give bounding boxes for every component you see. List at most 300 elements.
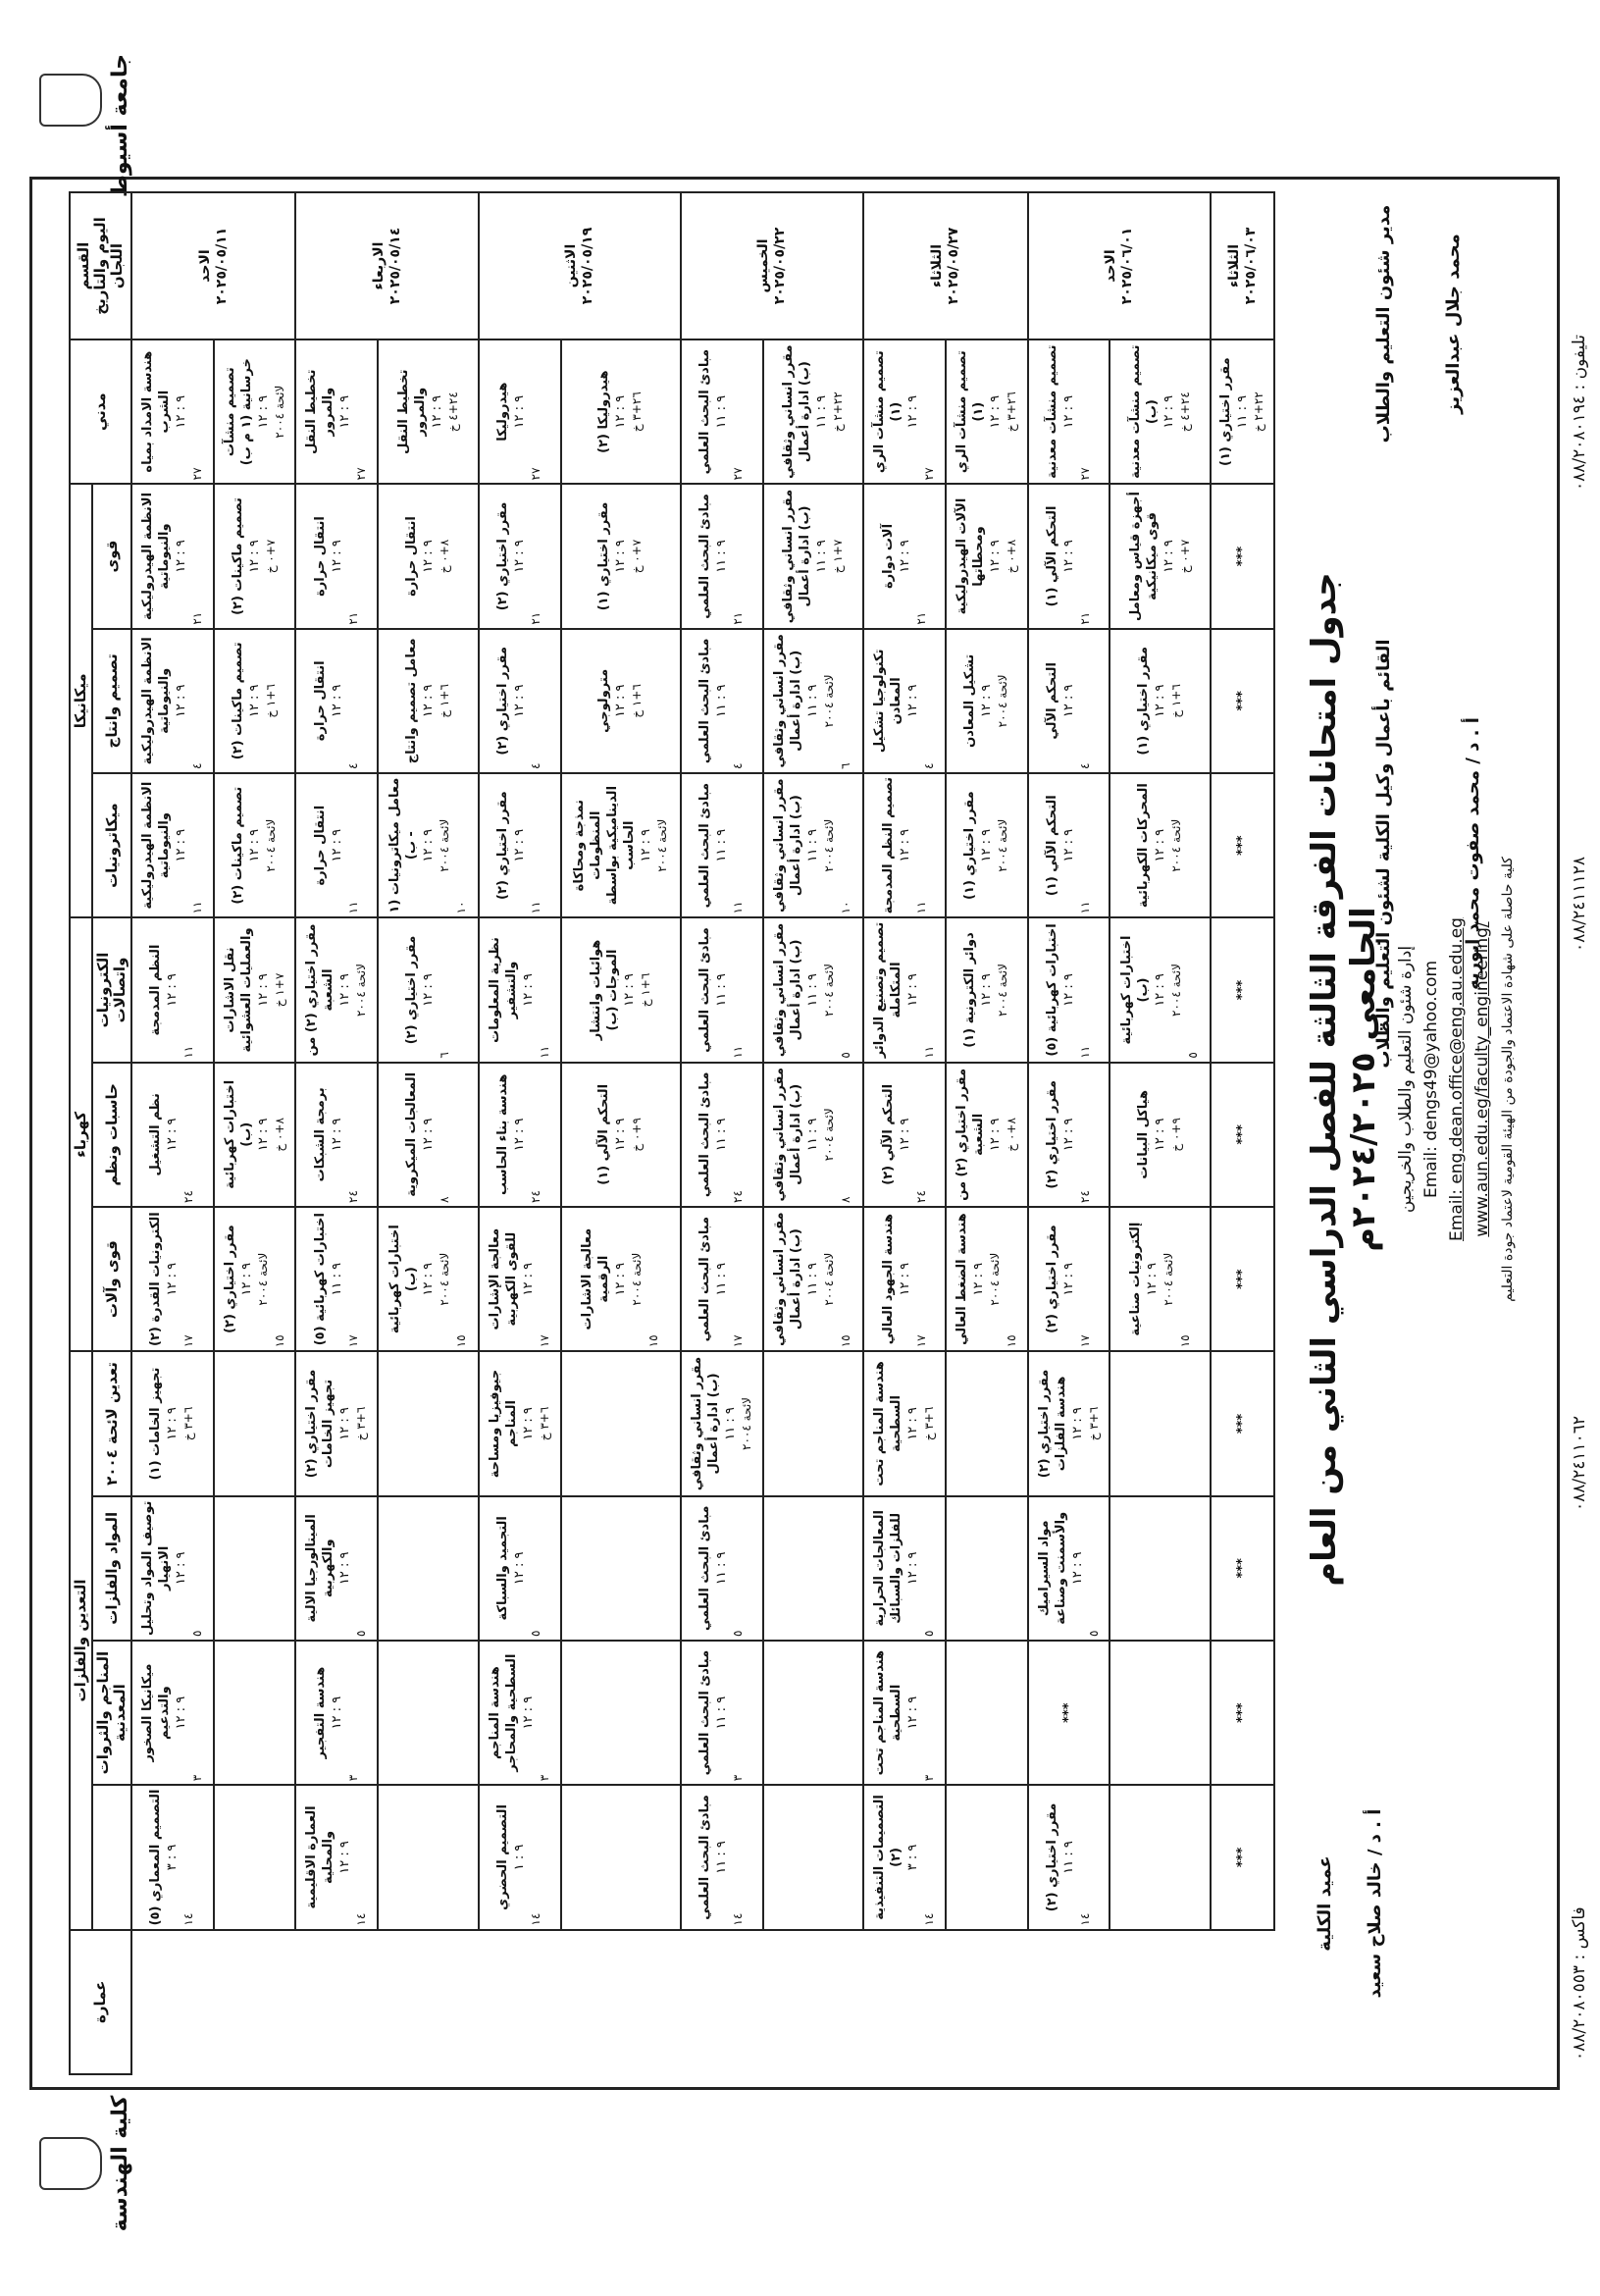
corner-dept-label: القسم (75, 241, 92, 290)
exam-table-body (131, 192, 1274, 2074)
vice-dean-title: القائم بأعمال وكيل الكلية لشئون التعليم والطلاب (1373, 639, 1394, 1069)
exam-time: ٩ : ١٢ (1061, 394, 1077, 429)
fax-number: فاكس : ٠٨٨/٢٠٨٠٥٥٣ (1570, 1906, 1589, 2061)
exam-time: ٩ : ١٢ (255, 394, 271, 429)
course-name: مبادئ البحث العلمي (697, 1216, 713, 1342)
exam-time: ٩ : ١٢ (329, 828, 344, 862)
exam-time: ٩ : ١٢ (638, 828, 653, 862)
course-name: التحكم الآلي (١) (1045, 795, 1060, 897)
course-name: مقرر اختياري (٢) تجهيز الخامات (304, 1369, 336, 1479)
regulation-label: لائحة ٢٠٠٤ (264, 818, 279, 872)
exam-time: ٩ : ١٢ (1061, 1118, 1077, 1152)
exam-time: ٩ : ١٢ (421, 1118, 437, 1152)
course-name: تصميم ماكينات (٢) (231, 786, 246, 905)
committee-number: ٥ (731, 1630, 746, 1637)
exam-time: ٩ : ١٢ (905, 394, 921, 429)
day-name: الاثنين (562, 243, 579, 288)
course-name: الكترونيات القدرة (٢) (148, 1212, 164, 1347)
exam-time: ٩ : ١٢ (421, 540, 437, 573)
course-name: مقرر اختياري (٢) (404, 935, 420, 1045)
exam-time: ٩ : ١٢ (897, 1118, 912, 1152)
committee-number: ٢٤ (181, 1190, 196, 1203)
committee-number: ١٥ (454, 1334, 469, 1348)
course-name: اختبارات كهربائية (ب) (222, 1079, 254, 1189)
exam-cell (295, 773, 378, 917)
exam-schedule-table (69, 191, 1275, 2075)
course-name: المعالجات الميكروية (404, 1071, 420, 1197)
exam-cell (1028, 339, 1110, 484)
course-name: التحكم الآلي (٢) (880, 1083, 896, 1185)
contact-line: إدارة شئون التعليم والطلاب والخريجين (1396, 945, 1416, 1214)
exam-cell (763, 1207, 864, 1351)
exam-cell (946, 1785, 1028, 1929)
exam-time: ٩ : ١٢ (165, 973, 181, 1007)
course-name: تصميم منشآت الري (١) (872, 350, 904, 474)
regulation-label: ٢٦+٣ خ (630, 391, 645, 433)
exam-time: ٩ : ١٢ (520, 1696, 536, 1730)
course-name: مقرر انساني وثقافي (ب) ادارة أعمال (772, 1212, 804, 1346)
committee-number: ٢٧ (354, 467, 369, 481)
exam-cell (295, 484, 378, 628)
regulation-label: لائحة ٢٠٠٤ (630, 1252, 645, 1306)
regulation-label: ٨+٠ خ (1004, 539, 1018, 574)
course-name: برمجة الشبكات (312, 1087, 328, 1182)
group-label: كهرباء (72, 1111, 89, 1158)
day-name: الاحد (1103, 249, 1119, 283)
course-name: هيدروليكا (٢) (596, 370, 612, 453)
committee-number: ٢٧ (1078, 467, 1093, 481)
committee-number: ١٤ (529, 1912, 543, 1926)
exam-time: ٩ : ١٢ (173, 1551, 188, 1586)
regulation-label: ٧+٠ خ (630, 539, 645, 574)
exam-time: ٩ : ١١ (714, 1262, 730, 1296)
exam-time: ٩ : ١٢ (905, 684, 921, 718)
committee-number: ٣ (189, 1774, 204, 1782)
exam-cell (378, 339, 479, 484)
group-header (70, 917, 92, 1351)
course-name: مقرر انساني وثقافي (ب) ادارة أعمال (772, 634, 804, 768)
exam-cell (1110, 1785, 1211, 1929)
regulation-label: ٦+١ خ (638, 972, 652, 1008)
page-title: جدول امتحانات الفرقة الثالثة للفصل الدراسي الثاني من العام الجامعي ٢٠٢٤/٢٠٢٥م (1305, 572, 1383, 1587)
committee-number: ٢٧ (189, 467, 204, 481)
course-name: الانظمة الهيدروليكية والنيوماتية (139, 492, 172, 621)
committee-number: ١٤ (181, 1912, 196, 1926)
exam-cell (946, 1496, 1028, 1641)
exam-cell (131, 773, 214, 917)
exam-cell (131, 1785, 214, 1929)
table-row (295, 192, 378, 2074)
exam-cell (378, 484, 479, 628)
course-name: مترولوجي (596, 668, 612, 733)
exam-cell (946, 484, 1028, 628)
contact-line: Email: eng.dean.office@eng.au.edu.eg (1447, 917, 1467, 1241)
course-name: نمذجة ومحاكاة المنظومات الديناميكية بواسطة الحاسب (571, 785, 637, 906)
committee-number: ١١ (529, 901, 543, 914)
course-name: دوائر الكترونية (١) (962, 932, 978, 1048)
exam-cell (479, 917, 561, 1062)
exam-time: ٩ : ١٢ (905, 1407, 921, 1440)
exam-cell (1110, 917, 1211, 1062)
course-name: مقرر اختياري (١) (962, 791, 978, 900)
exam-time: ٩ : ١٢ (173, 394, 188, 429)
exam-cell (214, 629, 296, 773)
regulation-label: لائحة ٢٠٠٤ (1169, 964, 1184, 1017)
exam-cell (479, 629, 561, 773)
committee-number: ٦ (438, 1052, 452, 1059)
committee-number: ٥ (922, 1630, 937, 1637)
course-name: الانظمة الهيدروليكية والنيوماتية (139, 781, 172, 910)
committee-number: ١٧ (731, 1334, 746, 1348)
exam-cell (1211, 1496, 1274, 1641)
exam-cell (1211, 1207, 1274, 1351)
committee-number: ٤ (922, 762, 937, 769)
table-row (1028, 192, 1110, 2074)
exam-time: ٩ : ١٢ (421, 828, 437, 862)
day-date: ٢٠٢٥/٠٥/١٩ (579, 227, 595, 305)
exam-cell (378, 629, 479, 773)
exam-cell (763, 1496, 864, 1641)
exam-time: ٩ : ١٢ (329, 1696, 344, 1730)
regulation-label: ٦+٣ خ (537, 1406, 551, 1441)
committee-number: ٣ (922, 1774, 937, 1782)
committee-number: ١٧ (537, 1334, 551, 1348)
exam-cell (479, 773, 561, 917)
committee-number: ٥ (529, 1630, 543, 1637)
exam-cell (295, 629, 378, 773)
course-name: معامل تصميم وانتاج (404, 638, 420, 764)
course-name: مقرر اختياري (٢) (1045, 1225, 1060, 1333)
exam-cell (946, 1351, 1028, 1495)
exam-time: ٩ : ١٢ (173, 1696, 188, 1730)
manager-title: مدير شئون التعليم والطلاب (1373, 204, 1394, 444)
committee-number: ١٤ (354, 1912, 369, 1926)
course-name: تخطيط النقل والمرور (395, 369, 428, 454)
course-name: مقرر اختياري (١) (1218, 357, 1234, 466)
course-name: مقرر اختياري (٢) من الشعبة (954, 1068, 986, 1201)
exam-cell (946, 1641, 1028, 1785)
committee-number: ٥ (839, 1052, 853, 1059)
day-cell (479, 192, 681, 339)
course-name: أجهزة قياس ومعامل قوى ميكانيكية (1127, 492, 1160, 621)
exam-time: ٩ : ١٢ (165, 1407, 181, 1440)
day-date: ٢٠٢٥/٠٥/٢٢ (772, 227, 789, 305)
regulation-label: ٢٦+٣ خ (1004, 391, 1018, 433)
exam-time: ٩ : ١٢ (520, 1262, 536, 1296)
course-name: اختبارات كهربائية (ب) (1119, 935, 1152, 1045)
table-row (561, 192, 681, 2074)
day-date: ٢٠٢٥/٠٦/٠١ (1119, 227, 1136, 305)
regulation-label: ٨+٠ خ (1004, 1118, 1018, 1152)
course-name: الميتالورجيا الالية والكهربية (304, 1514, 336, 1623)
exam-time: ٩ : ١٢ (512, 1118, 528, 1152)
day-cell (295, 192, 479, 339)
course-name: هندسة الامداد بمياه الشرب (139, 350, 172, 473)
department-header: قوى (92, 484, 131, 628)
group-header (70, 1930, 131, 2074)
regulation-label: ٢٤+٤ خ (445, 391, 460, 433)
contact-line: www.aun.edu.eg/faculty_engineering/ (1472, 921, 1492, 1237)
exam-time: ٩ : ١٢ (1153, 828, 1168, 862)
committee-number: ١١ (537, 1045, 551, 1059)
exam-cell (946, 339, 1028, 484)
course-name: *** (1235, 1558, 1251, 1579)
exam-cell (214, 339, 296, 484)
exam-cell (561, 1351, 681, 1495)
exam-cell (863, 1063, 946, 1207)
faculty-header (39, 2070, 132, 2257)
committee-number: ٢٤ (345, 1190, 360, 1203)
regulation-label: ٨+٠ خ (272, 1118, 286, 1152)
department-header: تصميم وانتاج (92, 629, 131, 773)
exam-time: ٩ : ١٢ (512, 1551, 528, 1586)
exam-cell (214, 1207, 296, 1351)
course-name: معالجة الاشارات الرقمية (580, 1227, 612, 1331)
regulation-label: لائحة ٢٠٠٤ (438, 818, 452, 872)
exam-cell (1028, 1207, 1110, 1351)
course-name: *** (1235, 835, 1251, 856)
exam-time: ٩ : ١٢ (979, 828, 995, 862)
exam-cell (1110, 339, 1211, 484)
course-name: جيوفيزيا ومساحة المناجم (487, 1369, 519, 1479)
exam-cell (763, 339, 864, 484)
course-name: النظم المدمجة (148, 944, 164, 1036)
exam-cell (214, 917, 296, 1062)
course-name: تصميم النظم المدمجة (880, 776, 896, 914)
exam-time: ٩ : ١٢ (173, 540, 188, 573)
exam-cell (479, 1063, 561, 1207)
exam-cell (561, 1641, 681, 1785)
committee-number: ٤ (345, 762, 360, 769)
phone-number: تليفون : ٠٨٨/٢٠٨٠١٩٤ (1570, 335, 1589, 491)
exam-cell (681, 484, 763, 628)
exam-time: ٩ : ١٢ (512, 828, 528, 862)
exam-cell (863, 1641, 946, 1785)
committee-number: ٢٧ (529, 467, 543, 481)
exam-cell (681, 1351, 763, 1495)
course-name: آلات دوارة (880, 523, 896, 590)
faculty-name: كلية الهندسة (108, 2095, 132, 2232)
course-name: التحكم الآلي (١) (1045, 505, 1060, 607)
course-name: هندسة المناجم السطحية والمحاجر (487, 1653, 519, 1772)
exam-time: ٩ : ١٢ (1153, 684, 1168, 718)
course-name: مبادئ البحث العلمي (697, 1649, 713, 1776)
exam-time: ٩ : ١١ (714, 828, 730, 862)
exam-cell (214, 1496, 296, 1641)
regulation-label: ٦+١ خ (438, 684, 452, 718)
course-name: مقرر اختياري (٢) (495, 791, 511, 900)
committee-number: ٢٤ (529, 1190, 543, 1203)
exam-cell (479, 1641, 561, 1785)
exam-time: ٩ : ١٢ (238, 1262, 254, 1296)
committee-number: ٢٤ (731, 1190, 746, 1203)
day-name: الاحد (196, 249, 213, 283)
university-name: جامعة أسيوط (108, 54, 132, 197)
exam-cell (863, 1351, 946, 1495)
exam-time: ٩ : ١٢ (905, 1696, 921, 1730)
regulation-label: ٦+٣ خ (181, 1406, 196, 1441)
committee-number: ٤ (731, 762, 746, 769)
exam-time: ٩ : ١٢ (1153, 973, 1168, 1007)
exam-cell (131, 1063, 214, 1207)
course-name: *** (1235, 1847, 1251, 1868)
course-name: مقرر انساني وثقافي (ب) ادارة أعمال (780, 489, 812, 624)
committee-number: ٤ (189, 762, 204, 769)
regulation-label: لائحة ٢٠٠٤ (822, 818, 837, 872)
table-row (214, 192, 296, 2074)
regulation-label: ٧+١ خ (272, 972, 286, 1008)
exam-time: ٩ : ١٢ (512, 684, 528, 718)
committee-number: ٢٤ (913, 1190, 928, 1203)
course-name: مقرر اختياري (٢) (1045, 1802, 1060, 1912)
course-name: انتقال حرارة (312, 805, 328, 886)
exam-time: ٩ : ٣ (905, 1844, 921, 1871)
course-name: مبادئ البحث العلمي (697, 1795, 713, 1920)
day-cell (863, 192, 1027, 339)
dean-title: عميد الكلية (1315, 1855, 1335, 1952)
department-header: المناجم والثروات المعدنية (92, 1641, 131, 1785)
exam-cell (763, 773, 864, 917)
course-name: *** (1235, 979, 1251, 1001)
exam-cell (1110, 484, 1211, 628)
course-name: *** (1235, 1269, 1251, 1289)
day-cell (681, 192, 864, 339)
day-cell (131, 192, 295, 339)
department-header: المواد والفلزات (92, 1496, 131, 1641)
exam-cell (378, 773, 479, 917)
exam-time: ٩ : ١٢ (520, 1407, 536, 1440)
contact-line: كلية حاصلة على شهادة الاعتماد والجودة من الهيئة القومية لاعتماد جودة التعليم (1500, 857, 1516, 1302)
course-name: مقرر اختياري (٢) هندسة الفلزات (1036, 1369, 1068, 1479)
exam-cell (946, 773, 1028, 917)
exam-cell (1110, 629, 1211, 773)
exam-time: ٩ : ١٢ (512, 394, 528, 429)
exam-cell (763, 629, 864, 773)
exam-time: ٩ : ١٢ (621, 973, 637, 1007)
regulation-label: ٢٢+٢ خ (830, 391, 845, 433)
exam-time: ٩ : ١١ (805, 1118, 821, 1152)
exam-time: ٩ : ١٢ (987, 540, 1003, 573)
course-name: *** (1061, 1702, 1077, 1723)
committee-number: ٥ (1186, 1052, 1201, 1059)
course-name: مقرر اختياري (٢) (1045, 1080, 1060, 1189)
exam-cell (863, 629, 946, 773)
exam-cell (681, 1641, 763, 1785)
exam-cell (946, 917, 1028, 1062)
exam-cell (863, 917, 946, 1062)
exam-time: ٩ : ١٢ (520, 973, 536, 1007)
committee-number: ١١ (1078, 1045, 1093, 1059)
course-name: مقرر اختياري (٢) (222, 1225, 237, 1333)
exam-cell (214, 1063, 296, 1207)
course-name: تصميم منشآت خرسانية (١ م ب) (222, 358, 254, 466)
exam-cell (1211, 1641, 1274, 1785)
exam-cell (1211, 1785, 1274, 1929)
regulation-label: لائحة ٢٠٠٤ (996, 818, 1010, 872)
exam-time: ٩ : ١٢ (247, 684, 263, 718)
committee-number: ٢١ (913, 611, 928, 625)
exam-cell (561, 773, 681, 917)
course-name: هياكل البيانات (1136, 1090, 1152, 1179)
regulation-label: لائحة ٢٠٠٤ (1161, 1252, 1175, 1306)
exam-time: ٩ : ١٢ (897, 1262, 912, 1296)
regulation-label: ٧+١ خ (830, 539, 845, 574)
exam-cell (214, 1351, 296, 1495)
exam-cell (1110, 1063, 1211, 1207)
exam-cell (863, 1496, 946, 1641)
course-name: التحكم الآلي (١) (596, 1083, 612, 1185)
phone-number: ٠٨٨/٢٤١١١٢٨ (1570, 856, 1589, 952)
course-name: تصميم ماكينات (٢) (231, 642, 246, 760)
department-header: حاسبات ونظم (92, 1063, 131, 1207)
committee-number: ١٧ (1078, 1334, 1093, 1348)
exam-cell (479, 1351, 561, 1495)
exam-cell (863, 1785, 946, 1929)
exam-time: ٩ : ١٢ (1061, 540, 1077, 573)
exam-time: ٩ : ١٢ (255, 973, 271, 1007)
course-name: هندسة بناء الحاسب (495, 1073, 511, 1196)
exam-cell (378, 1785, 479, 1929)
committee-number: ١٤ (731, 1912, 746, 1926)
exam-cell (295, 1641, 378, 1785)
exam-cell (561, 1207, 681, 1351)
course-name: التصميم المعماري (٥) (148, 1789, 164, 1926)
course-name: هيدروليكا (495, 382, 511, 442)
committee-number: ٢١ (529, 611, 543, 625)
exam-time: ٩ : ١١ (805, 973, 821, 1007)
exam-time: ٩ : ١٢ (1069, 1407, 1085, 1440)
exam-time: ٩ : ١٢ (173, 684, 188, 718)
group-header (70, 339, 131, 484)
regulation-label: لائحة ٢٠٠٤ (272, 385, 286, 439)
committee-number: ١١ (1078, 901, 1093, 914)
exam-cell (131, 1496, 214, 1641)
committee-number: ٣ (537, 1774, 551, 1782)
exam-cell (561, 1496, 681, 1641)
exam-cell (131, 1207, 214, 1351)
exam-time: ٩ : ١ (512, 1844, 528, 1871)
regulation-label: ٩+٠ خ (630, 1118, 645, 1152)
exam-cell (131, 1641, 214, 1785)
exam-time: ٩ : ١٢ (1061, 684, 1077, 718)
exam-cell (763, 1063, 864, 1207)
course-name: الآلات الهيدروليكية ومحطاتها (954, 497, 986, 615)
course-name: *** (1235, 1413, 1251, 1435)
course-name: *** (1235, 546, 1251, 567)
corner-header (70, 192, 131, 339)
committee-number: ٤ (1078, 762, 1093, 769)
committee-number: ١٤ (1078, 1912, 1093, 1926)
day-date: ٢٠٢٥/٠٦/٠٣ (1242, 227, 1259, 305)
exam-cell (681, 773, 763, 917)
day-date: ٢٠٢٥/٠٥/١١ (213, 227, 230, 305)
course-name: انتقال حرارة (312, 660, 328, 742)
course-name: هندسة الضغط العالي (954, 1213, 969, 1345)
exam-cell (561, 1785, 681, 1929)
course-name: تخطيط النقل والمرور (304, 369, 336, 454)
exam-time: ٩ : ١٢ (429, 394, 444, 429)
exam-time: ٩ : ١١ (813, 540, 829, 573)
exam-cell (479, 339, 561, 484)
committee-number: ٥ (354, 1630, 369, 1637)
course-name: هندسة الجهود العالي (880, 1214, 896, 1345)
exam-cell (863, 339, 946, 484)
regulation-label: لائحة ٢٠٠٤ (739, 1396, 753, 1450)
committee-number: ١٠ (839, 901, 853, 914)
corner-day-label: اليوم والتاريخ (91, 217, 109, 315)
committee-number: ١٧ (913, 1334, 928, 1348)
course-name: مبادئ البحث العلمي (697, 927, 713, 1053)
